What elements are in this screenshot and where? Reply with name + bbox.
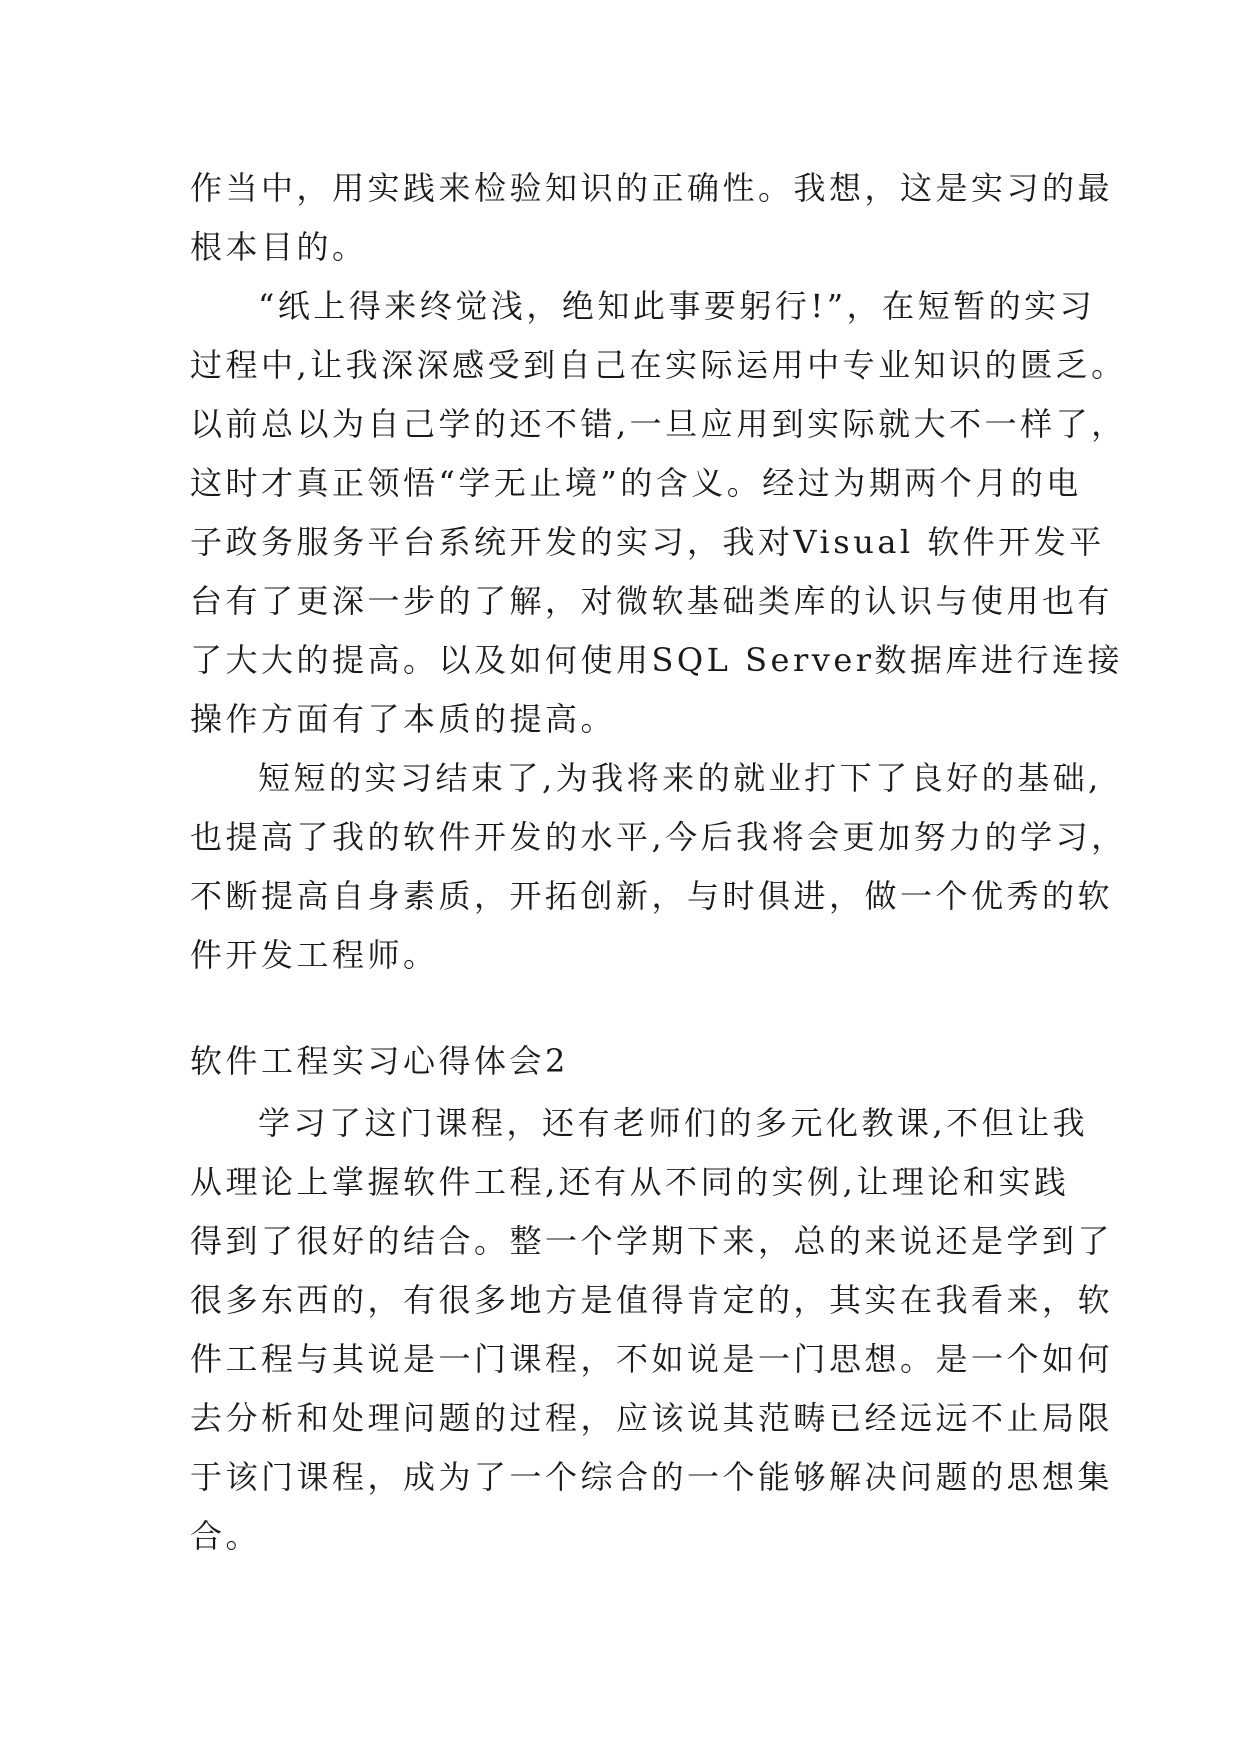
paragraph-4-line-4: 很多东西的，有很多地方是值得肯定的，其实在我看来，软 — [190, 1281, 1114, 1319]
paragraph-3-line-4: 件开发工程师。 — [190, 936, 439, 974]
paragraph-1-line-1: 作当中，用实践来检验知识的正确性。我想，这是实习的最 — [190, 169, 1114, 207]
paragraph-3-line-2: 也提高了我的软件开发的水平,今后我将会更加努力的学习， — [190, 818, 1127, 856]
paragraph-2-line-1: “纸上得来终觉浅，绝知此事要躬行!”，在短暂的实习 — [258, 287, 1096, 325]
paragraph-4-line-1: 学习了这门课程，还有老师们的多元化教课,不但让我 — [258, 1104, 1089, 1142]
paragraph-1-line-2: 根本目的。 — [190, 228, 368, 266]
paragraph-4-line-3: 得到了很好的结合。整一个学期下来，总的来说还是学到了 — [190, 1222, 1114, 1260]
paragraph-2-line-2: 过程中,让我深深感受到自己在实际运用中专业知识的匮乏。 — [190, 346, 1127, 384]
paragraph-3-line-3: 不断提高自身素质，开拓创新，与时俱进，做一个优秀的软 — [190, 877, 1114, 915]
paragraph-2-line-8: 操作方面有了本质的提高。 — [190, 700, 617, 738]
section-heading: 软件工程实习心得体会2 — [190, 1042, 569, 1080]
paragraph-2-line-6: 台有了更深一步的了解，对微软基础类库的认识与使用也有 — [190, 582, 1114, 620]
paragraph-4-line-6: 去分析和处理问题的过程，应该说其范畴已经远远不止局限 — [190, 1399, 1114, 1437]
paragraph-2-line-5: 子政务服务平台系统开发的实习，我对Visual 软件开发平 — [190, 523, 1105, 561]
paragraph-4-line-5: 件工程与其说是一门课程，不如说是一门思想。是一个如何 — [190, 1340, 1114, 1378]
paragraph-2-line-4: 这时才真正领悟“学无止境”的含义。经过为期两个月的电 — [190, 464, 1082, 502]
paragraph-2-line-7: 了大大的提高。以及如何使用SQL Server数据库进行连接 — [190, 641, 1124, 679]
paragraph-4-line-8: 合。 — [190, 1517, 262, 1555]
paragraph-4-line-2: 从理论上掌握软件工程,还有从不同的实例,让理论和实践 — [190, 1163, 1070, 1201]
paragraph-3-line-1: 短短的实习结束了,为我将来的就业打下了良好的基础, — [258, 759, 1102, 797]
paragraph-4-line-7: 于该门课程，成为了一个综合的一个能够解决问题的思想集 — [190, 1458, 1114, 1496]
paragraph-2-line-3: 以前总以为自己学的还不错,一旦应用到实际就大不一样了， — [190, 405, 1127, 443]
